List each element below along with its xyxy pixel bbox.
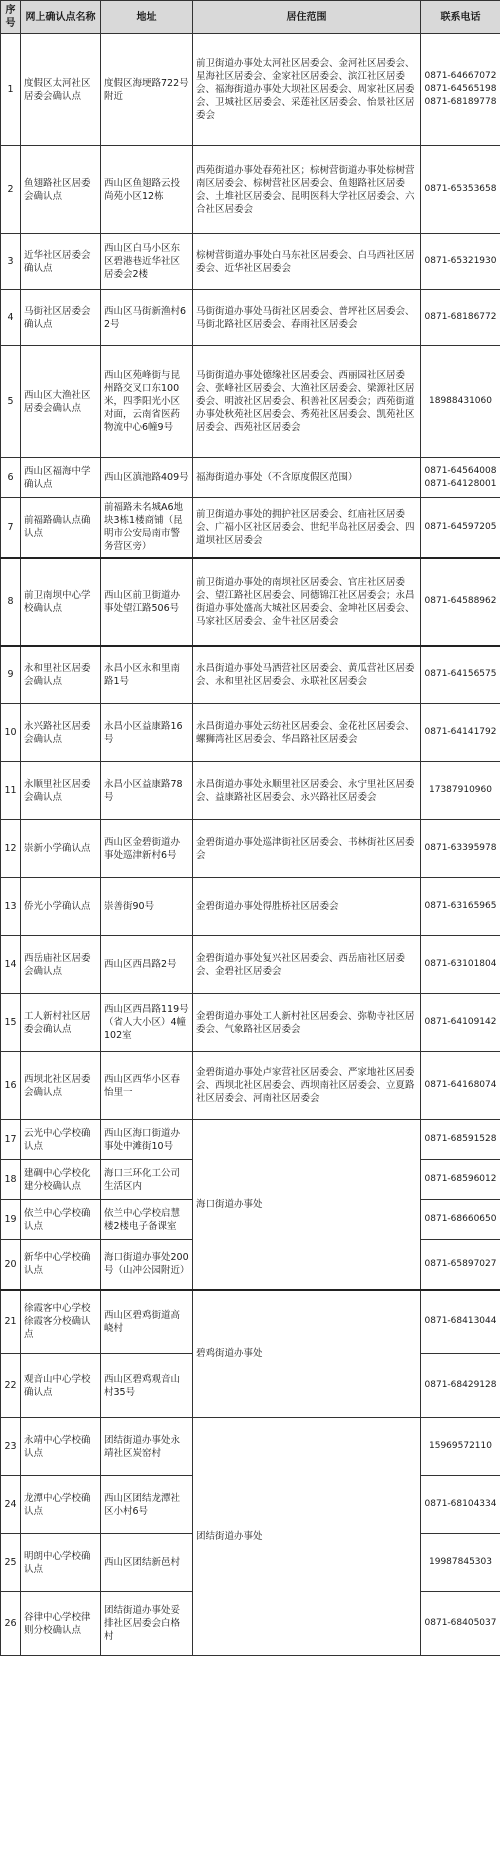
table-row xyxy=(1,458,500,498)
point-name: 徐霞客中心学校徐霞客分校确认点 xyxy=(21,1290,101,1354)
row-number: 2 xyxy=(1,146,21,234)
table-row xyxy=(1,704,500,762)
row-number: 5 xyxy=(1,346,21,458)
point-address: 西山区西华小区春怡里一 xyxy=(101,1052,193,1120)
point-address: 西山区团结新邑村 xyxy=(101,1534,193,1592)
row-number: 24 xyxy=(1,1476,21,1534)
contact-phone: 0871-68591528 xyxy=(421,1120,500,1160)
point-address: 西山区碧鸡观音山村35号 xyxy=(101,1354,193,1418)
point-name: 谷律中心学校律则分校确认点 xyxy=(21,1592,101,1656)
table-row xyxy=(1,1120,500,1160)
point-name: 新华中心学校确认点 xyxy=(21,1240,101,1290)
row-number: 7 xyxy=(1,498,21,558)
contact-phone: 0871-64564008 0871-64128001 xyxy=(421,458,500,498)
point-name: 前卫南坝中心学校确认点 xyxy=(21,558,101,646)
point-name: 龙潭中心学校确认点 xyxy=(21,1476,101,1534)
contact-phone: 15969572110 xyxy=(421,1418,500,1476)
point-name: 侨光小学确认点 xyxy=(21,878,101,936)
residence-scope: 福海街道办事处（不含原度假区范围） xyxy=(193,458,421,498)
residence-scope: 金碧街道办事处得胜桥社区居委会 xyxy=(193,878,421,936)
header-scope: 居住范围 xyxy=(193,1,421,34)
table-row xyxy=(1,936,500,994)
table-row xyxy=(1,498,500,558)
contact-phone: 0871-63101804 xyxy=(421,936,500,994)
table-row xyxy=(1,1290,500,1354)
contact-phone: 0871-64168074 xyxy=(421,1052,500,1120)
residence-scope: 团结街道办事处 xyxy=(193,1418,421,1656)
residence-scope: 前卫街道办事处的拥护社区居委会、红庙社区居委会、广福小区社区居委会、世纪半岛社区居委会、四道坝社区居委会 xyxy=(193,498,421,558)
row-number: 26 xyxy=(1,1592,21,1656)
contact-phone: 0871-64597205 xyxy=(421,498,500,558)
point-name: 鱼翅路社区居委会确认点 xyxy=(21,146,101,234)
contact-phone: 18988431060 xyxy=(421,346,500,458)
row-number: 23 xyxy=(1,1418,21,1476)
contact-phone: 0871-64588962 xyxy=(421,558,500,646)
residence-scope: 海口街道办事处 xyxy=(193,1120,421,1290)
table-row xyxy=(1,762,500,820)
contact-phone: 0871-64109142 xyxy=(421,994,500,1052)
residence-scope: 金碧街道办事处复兴社区居委会、西岳庙社区居委会、金碧社区居委会 xyxy=(193,936,421,994)
contact-phone: 0871-63165965 xyxy=(421,878,500,936)
table-row xyxy=(1,1052,500,1120)
point-address: 西山区西昌路2号 xyxy=(101,936,193,994)
point-name: 西岳庙社区居委会确认点 xyxy=(21,936,101,994)
point-name: 云光中心学校确认点 xyxy=(21,1120,101,1160)
residence-scope: 碧鸡街道办事处 xyxy=(193,1290,421,1418)
residence-scope: 西苑街道办事处春苑社区；棕树营街道办事处棕树营南区居委会、棕树营社区居委会、鱼翅路社区居委会、土堆社区居委会、昆明医科大学社区居委会、六合社区居委会 xyxy=(193,146,421,234)
contact-phone: 0871-68429128 xyxy=(421,1354,500,1418)
row-number: 13 xyxy=(1,878,21,936)
residence-scope: 前卫街道办事处太河社区居委会、金河社区居委会、星海社区居委会、金家社区居委会、滨江社区居委会、福海街道办事处大坝社区居委会、周家社区居委会、卫城社区居委会、采莲社区居委会、怡景社区居委会 xyxy=(193,34,421,146)
table-row xyxy=(1,34,500,146)
point-address: 团结街道办事处妥排社区居委会白格村 xyxy=(101,1592,193,1656)
header-name: 网上确认点名称 xyxy=(21,1,101,34)
point-name: 工人新村社区居委会确认点 xyxy=(21,994,101,1052)
residence-scope: 永昌街道办事处永顺里社区居委会、永宁里社区居委会、益康路社区居委会、永兴路社区居委会 xyxy=(193,762,421,820)
row-number: 22 xyxy=(1,1354,21,1418)
contact-phone: 0871-64141792 xyxy=(421,704,500,762)
row-number: 12 xyxy=(1,820,21,878)
header-address: 地址 xyxy=(101,1,193,34)
point-address: 西山区团结龙潭社区小村6号 xyxy=(101,1476,193,1534)
row-number: 8 xyxy=(1,558,21,646)
point-address: 西山区马街新渔村62号 xyxy=(101,290,193,346)
row-number: 1 xyxy=(1,34,21,146)
contact-phone: 0871-65897027 xyxy=(421,1240,500,1290)
point-address: 海口街道办事处200号（山冲公园附近） xyxy=(101,1240,193,1290)
row-number: 20 xyxy=(1,1240,21,1290)
point-name: 近华社区居委会确认点 xyxy=(21,234,101,290)
point-name: 前福路确认点确认点 xyxy=(21,498,101,558)
point-address: 西山区白马小区东区碧港巷近华社区居委会2楼 xyxy=(101,234,193,290)
point-address: 西山区苑峰街与昆州路交叉口东100米，四季阳光小区对面，云南省医药物流中心6幢9号 xyxy=(101,346,193,458)
table-row xyxy=(1,146,500,234)
residence-scope: 棕树营街道办事处白马东社区居委会、白马西社区居委会、近华社区居委会 xyxy=(193,234,421,290)
table-row xyxy=(1,1418,500,1476)
point-address: 西山区海口街道办事处中滩街10号 xyxy=(101,1120,193,1160)
point-name: 明朗中心学校确认点 xyxy=(21,1534,101,1592)
table-row xyxy=(1,994,500,1052)
point-address: 西山区金碧街道办事处巡津新村6号 xyxy=(101,820,193,878)
table-row xyxy=(1,558,500,646)
contact-phone: 17387910960 xyxy=(421,762,500,820)
point-name: 度假区太河社区居委会确认点 xyxy=(21,34,101,146)
point-name: 永靖中心学校确认点 xyxy=(21,1418,101,1476)
contact-phone: 0871-68660650 xyxy=(421,1200,500,1240)
row-number: 17 xyxy=(1,1120,21,1160)
point-address: 团结街道办事处永靖社区炭窑村 xyxy=(101,1418,193,1476)
point-name: 依兰中心学校确认点 xyxy=(21,1200,101,1240)
point-address: 依兰中心学校启慧楼2楼电子备课室 xyxy=(101,1200,193,1240)
contact-phone: 0871-64156575 xyxy=(421,646,500,704)
table-row xyxy=(1,820,500,878)
row-number: 4 xyxy=(1,290,21,346)
header-tel: 联系电话 xyxy=(421,1,500,34)
contact-phone: 0871-68104334 xyxy=(421,1476,500,1534)
row-number: 3 xyxy=(1,234,21,290)
contact-phone: 19987845303 xyxy=(421,1534,500,1592)
table-header-row xyxy=(1,1,500,34)
point-name: 建碉中心学校化建分校确认点 xyxy=(21,1160,101,1200)
point-address: 永昌小区益康路78号 xyxy=(101,762,193,820)
contact-phone: 0871-65353658 xyxy=(421,146,500,234)
row-number: 18 xyxy=(1,1160,21,1200)
point-name: 马街社区居委会确认点 xyxy=(21,290,101,346)
contact-phone: 0871-68405037 xyxy=(421,1592,500,1656)
contact-phone: 0871-65321930 xyxy=(421,234,500,290)
point-name: 永和里社区居委会确认点 xyxy=(21,646,101,704)
point-address: 崇善街90号 xyxy=(101,878,193,936)
contact-phone: 0871-63395978 xyxy=(421,820,500,878)
residence-scope: 永昌街道办事处马洒营社区居委会、黄瓜营社区居委会、永和里社区居委会、永联社区居委会 xyxy=(193,646,421,704)
residence-scope: 永昌街道办事处云纺社区居委会、金花社区居委会、螺狮湾社区居委会、华昌路社区居委会 xyxy=(193,704,421,762)
residence-scope: 金碧街道办事处工人新村社区居委会、弥勒寺社区居委会、气象路社区居委会 xyxy=(193,994,421,1052)
residence-scope: 金碧街道办事处卢家营社区居委会、严家地社区居委会、西坝北社区居委会、西坝南社区居委会、立夏路社区居委会、河南社区居委会 xyxy=(193,1052,421,1120)
point-address: 西山区前卫街道办事处望江路506号 xyxy=(101,558,193,646)
row-number: 9 xyxy=(1,646,21,704)
row-number: 15 xyxy=(1,994,21,1052)
point-name: 崇新小学确认点 xyxy=(21,820,101,878)
row-number: 10 xyxy=(1,704,21,762)
row-number: 25 xyxy=(1,1534,21,1592)
residence-scope: 前卫街道办事处的南坝社区居委会、官庄社区居委会、望江路社区居委会、同德锦江社区居委会；永昌街道办事处盛高大城社区居委会、金坤社区居委会、马家社区居委会、金牛社区居委会 xyxy=(193,558,421,646)
row-number: 16 xyxy=(1,1052,21,1120)
point-address: 度假区海埂路722号附近 xyxy=(101,34,193,146)
row-number: 19 xyxy=(1,1200,21,1240)
point-name: 永顺里社区居委会确认点 xyxy=(21,762,101,820)
point-address: 前福路未名城A6地块3栋1楼商铺（昆明市公安局南市警务营区旁） xyxy=(101,498,193,558)
point-address: 永昌小区益康路16号 xyxy=(101,704,193,762)
header-no: 序号 xyxy=(1,1,21,34)
table-row xyxy=(1,234,500,290)
residence-scope: 马街街道办事处德缘社区居委会、西丽园社区居委会、张峰社区居委会、大渔社区居委会、梁源社区居委会、明波社区居委会、积善社区居委会；西苑街道办事处秋苑社区居委会、秀苑社区居委会、凯苑社区居委会、西苑社区居委会 xyxy=(193,346,421,458)
point-address: 西山区滇池路409号 xyxy=(101,458,193,498)
point-address: 西山区鱼翅路云投尚苑小区12栋 xyxy=(101,146,193,234)
point-name: 西山区大渔社区居委会确认点 xyxy=(21,346,101,458)
point-name: 西山区福海中学确认点 xyxy=(21,458,101,498)
contact-phone: 0871-68596012 xyxy=(421,1160,500,1200)
row-number: 6 xyxy=(1,458,21,498)
point-name: 观音山中心学校确认点 xyxy=(21,1354,101,1418)
table-row xyxy=(1,878,500,936)
residence-scope: 马街街道办事处马街社区居委会、普坪社区居委会、马街北路社区居委会、春雨社区居委会 xyxy=(193,290,421,346)
point-address: 西山区西昌路119号（省人大小区）4幢102室 xyxy=(101,994,193,1052)
row-number: 21 xyxy=(1,1290,21,1354)
contact-phone: 0871-68186772 xyxy=(421,290,500,346)
table-body xyxy=(1,34,500,1656)
table-row xyxy=(1,290,500,346)
contact-phone: 0871-64667072 0871-64565198 0871-68189778 xyxy=(421,34,500,146)
contact-phone: 0871-68413044 xyxy=(421,1290,500,1354)
point-address: 西山区碧鸡街道高峣村 xyxy=(101,1290,193,1354)
table-row xyxy=(1,346,500,458)
point-name: 西坝北社区居委会确认点 xyxy=(21,1052,101,1120)
row-number: 11 xyxy=(1,762,21,820)
row-number: 14 xyxy=(1,936,21,994)
point-address: 海口三环化工公司生活区内 xyxy=(101,1160,193,1200)
residence-scope: 金碧街道办事处巡津街社区居委会、书林街社区居委会 xyxy=(193,820,421,878)
table-row xyxy=(1,646,500,704)
point-address: 永昌小区永和里南路1号 xyxy=(101,646,193,704)
point-name: 永兴路社区居委会确认点 xyxy=(21,704,101,762)
